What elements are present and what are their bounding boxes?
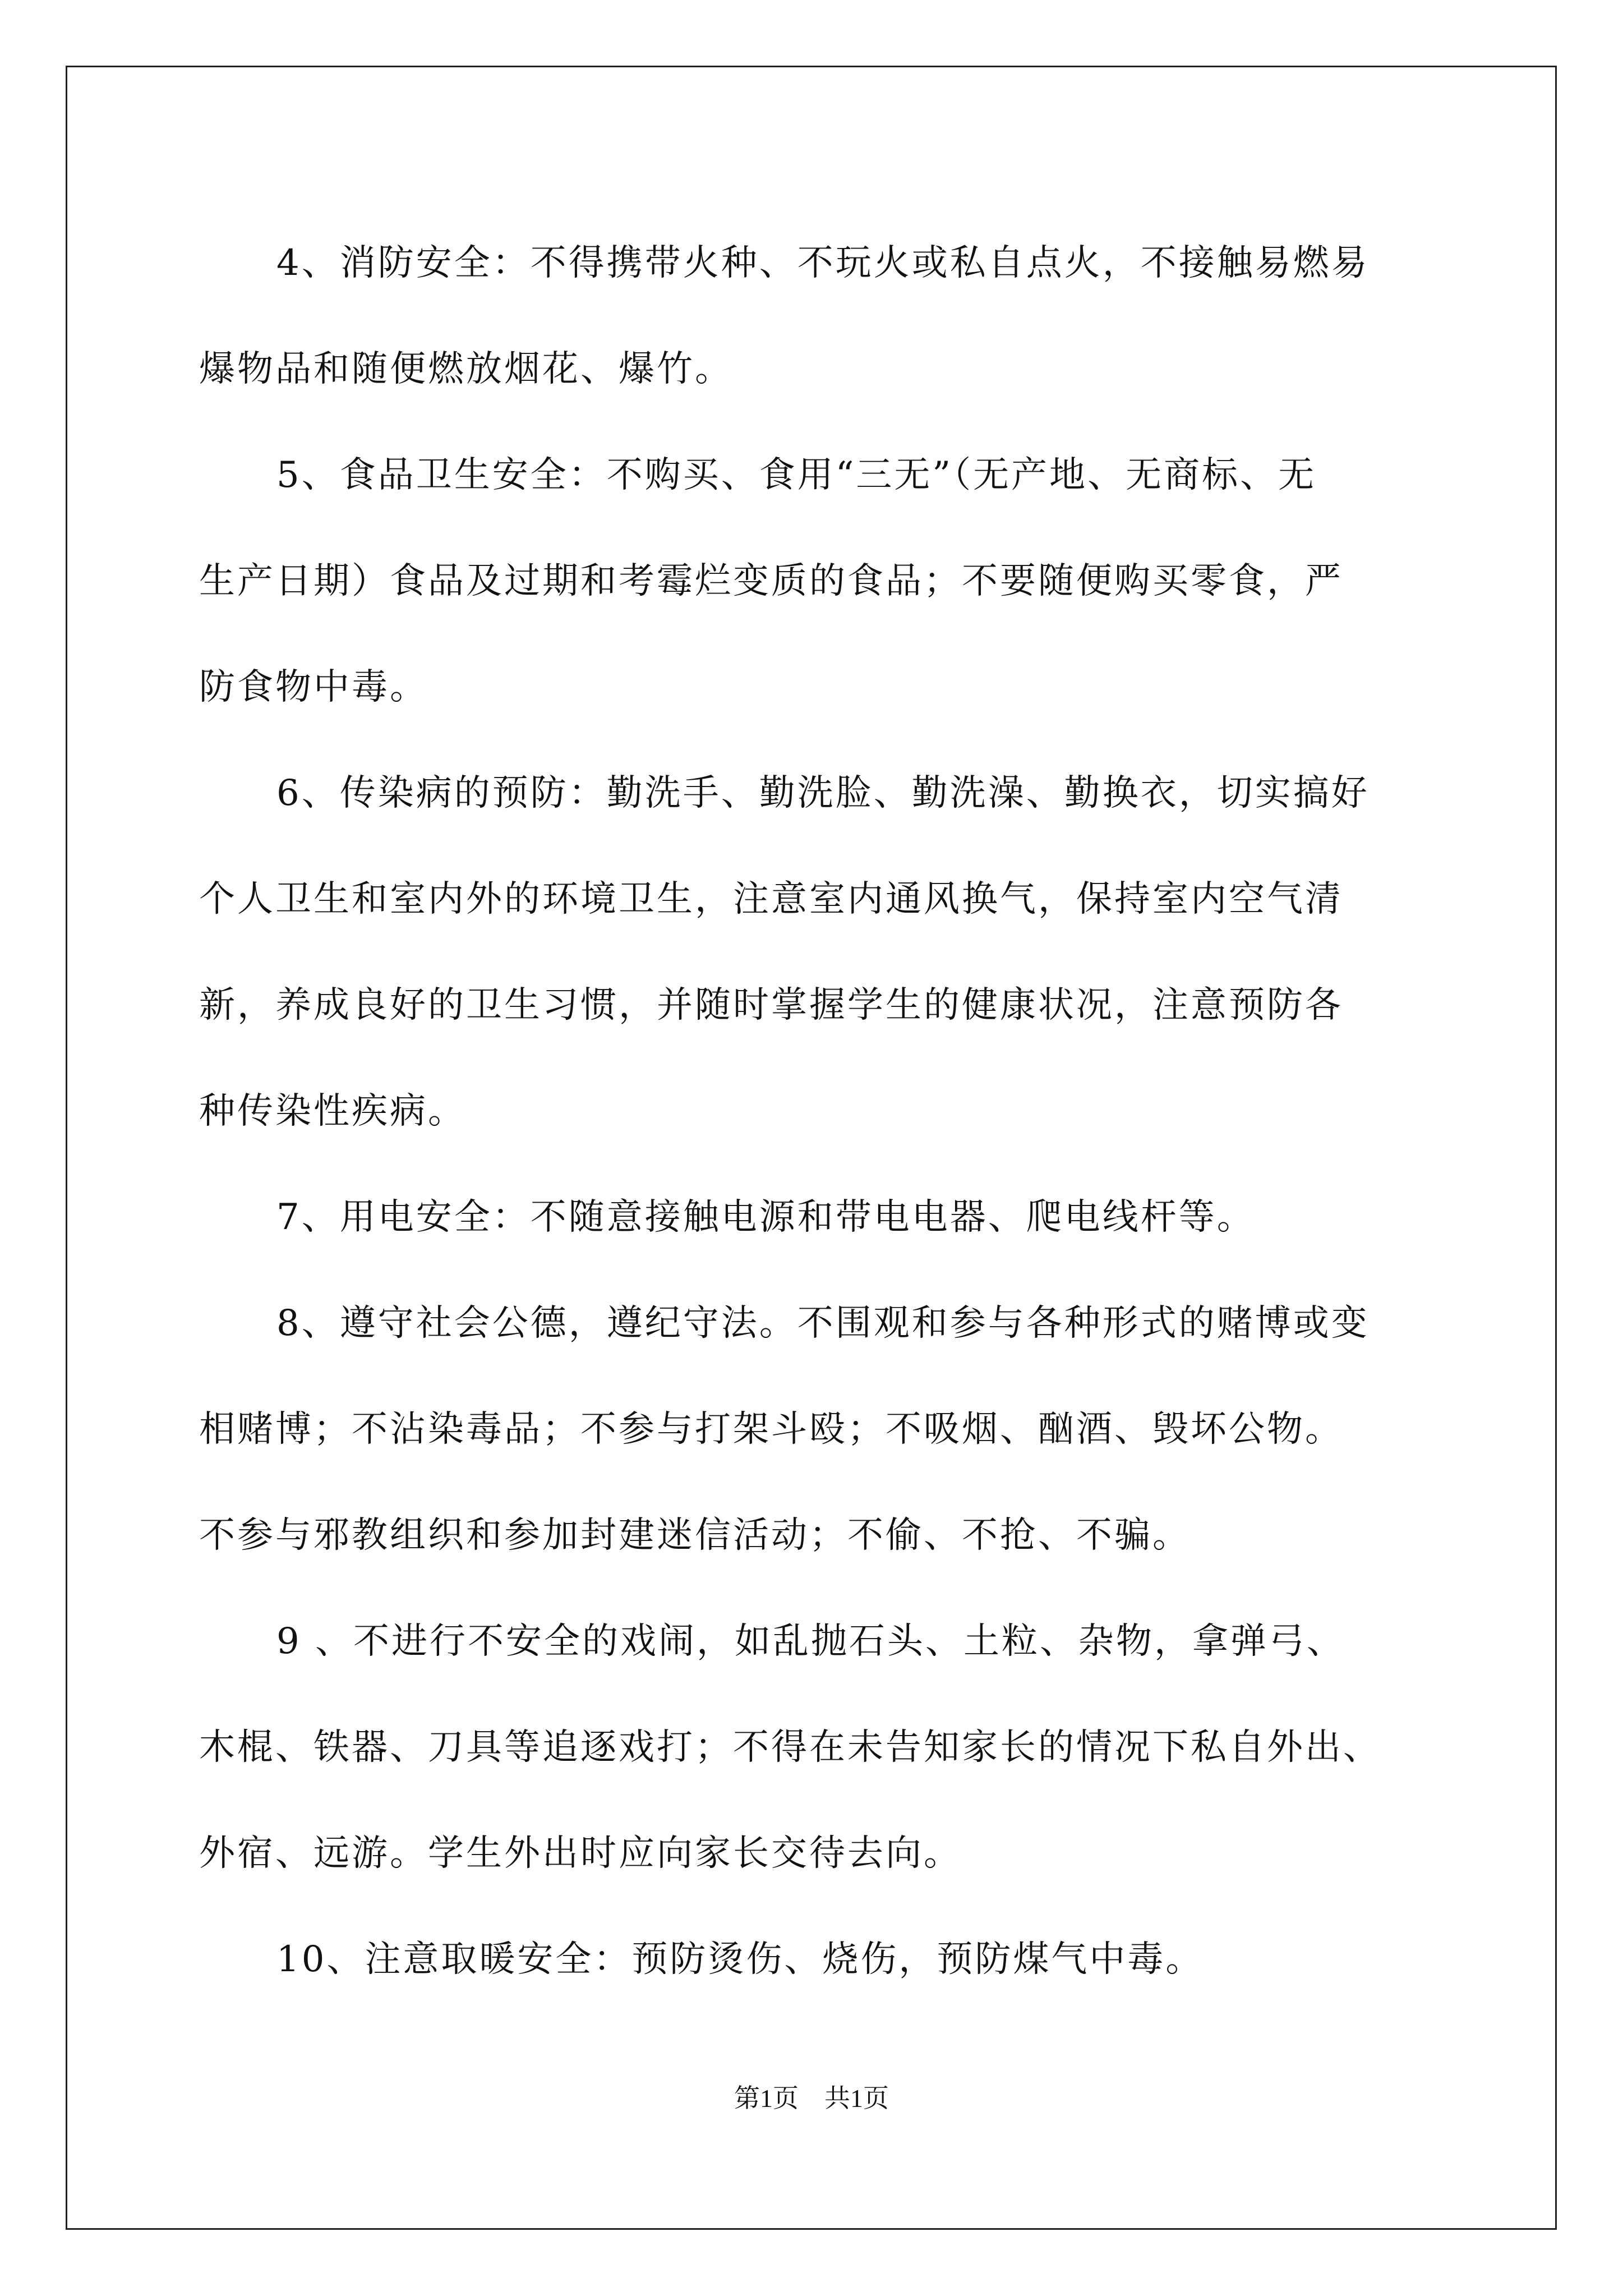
paragraph-line: 不参与邪教组织和参加封建迷信活动；不偷、不抢、不骗。 xyxy=(199,1515,1191,1556)
paragraph xyxy=(199,1165,1422,1271)
paragraph-line: 5、食品卫生安全：不购买、食用“三无”（无产地、无商标、无 xyxy=(276,454,1317,496)
paragraph xyxy=(199,210,1422,422)
paragraph xyxy=(199,740,1422,1165)
paragraph-line: 7、用电安全：不随意接触电源和带电电器、爬电线杆等。 xyxy=(276,1197,1255,1238)
paragraph-line: 9 、不进行不安全的戏闹，如乱抛石头、土粒、杂物，拿弹弓、 xyxy=(276,1621,1345,1662)
paragraph xyxy=(199,422,1422,740)
page-footer: 第1页 共1页 xyxy=(734,2084,889,2113)
paragraph-line: 防食物中毒。 xyxy=(199,666,428,708)
paragraph-line: 生产日期）食品及过期和考霉烂变质的食品；不要随便购买零食，严 xyxy=(199,560,1343,602)
paragraph-line: 新，养成良好的卫生习惯，并随时掌握学生的健康状况，注意预防各 xyxy=(199,984,1343,1026)
document-body xyxy=(199,210,1422,2013)
paragraph-line: 6、传染病的预防：勤洗手、勤洗脸、勤洗澡、勤换衣，切实搞好 xyxy=(276,772,1370,814)
paragraph-line: 木棍、铁器、刀具等追逐戏打；不得在未告知家长的情况下私自外出、 xyxy=(199,1727,1381,1768)
paragraph-line: 外宿、远游。学生外出时应向家长交待去向。 xyxy=(199,1833,962,1874)
paragraph-line: 4、消防安全：不得携带火种、不玩火或私自点火，不接触易燃易 xyxy=(276,242,1370,284)
paragraph-line: 种传染性疾病。 xyxy=(199,1091,466,1132)
paragraph-line: 10、注意取暖安全：预防烫伤、烧伤，预防煤气中毒。 xyxy=(276,1939,1204,1980)
paragraph xyxy=(199,1271,1422,1589)
paragraph-line: 8、遵守社会公德，遵纪守法。不围观和参与各种形式的赌博或变 xyxy=(276,1303,1370,1344)
paragraph xyxy=(199,1589,1422,1907)
paragraph-line: 个人卫生和室内外的环境卫生，注意室内通风换气，保持室内空气清 xyxy=(199,878,1343,920)
paragraph-line: 爆物品和随便燃放烟花、爆竹。 xyxy=(199,348,733,390)
paragraph xyxy=(199,1907,1422,2013)
paragraph-line: 相赌博；不沾染毒品；不参与打架斗殴；不吸烟、酗酒、毁坏公物。 xyxy=(199,1409,1343,1450)
